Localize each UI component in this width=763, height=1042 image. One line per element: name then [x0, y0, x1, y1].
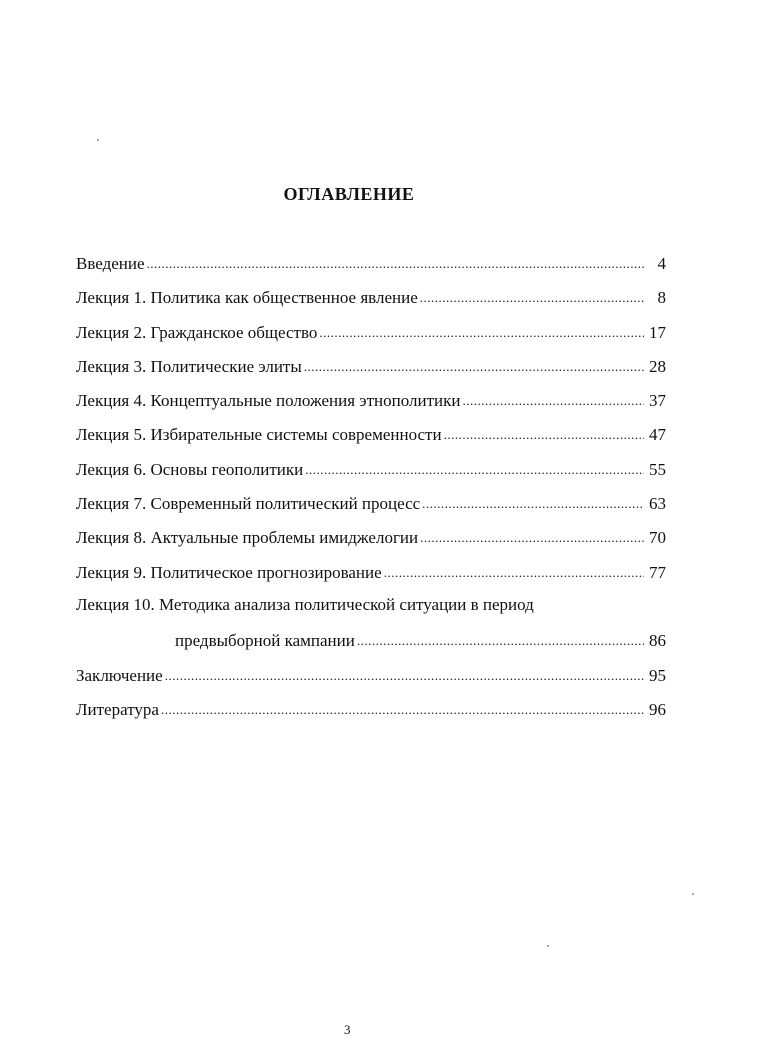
toc-entry-label: Лекция 10. Методика анализа политической ситуации в период: [76, 594, 534, 614]
toc-entry-lecture-8: [76, 526, 666, 560]
page-title: ОГЛАВЛЕНИЕ: [283, 184, 415, 204]
toc-entry-lecture-5: [76, 423, 666, 457]
toc-entry-label: Лекция 9. Политическое прогнозирование: [76, 562, 382, 582]
scan-speck: [97, 139, 99, 141]
dot-leader: [462, 389, 644, 406]
toc-entry-label: Лекция 2. Гражданское общество: [76, 322, 318, 342]
toc-entry-literature: [76, 698, 666, 732]
dot-leader: [161, 698, 644, 715]
toc-entry-page: 77: [649, 562, 666, 582]
toc-entry-label: Лекция 1. Политика как общественное явление: [76, 288, 418, 308]
toc-entry-page: 28: [649, 356, 666, 376]
dot-leader: [420, 286, 644, 303]
dot-leader: [319, 321, 644, 338]
toc-entry-label: Лекция 6. Основы геополитики: [76, 459, 304, 479]
toc-entry-page: 95: [649, 665, 666, 685]
toc-entry-page: 17: [649, 322, 666, 342]
toc-entry-page: 63: [649, 494, 666, 514]
dot-leader: [384, 561, 644, 578]
toc-entry-lecture-1: [76, 286, 666, 320]
toc-entry-label: Введение: [76, 254, 145, 273]
toc-entry-page: 70: [649, 528, 666, 548]
toc-entry-page: 8: [657, 288, 666, 308]
page-number: 3: [344, 1022, 351, 1037]
toc-entry-page: 4: [657, 254, 666, 273]
toc-entry-lecture-7: [76, 492, 666, 526]
scan-speck: [692, 893, 694, 895]
dot-leader: [422, 492, 644, 509]
toc-entry-page: 37: [649, 391, 666, 411]
toc-entry-page: 86: [649, 631, 666, 651]
toc-entry-label: Лекция 8. Актуальные проблемы имиджелогии: [76, 528, 419, 548]
toc-entry-lecture-2: [76, 321, 666, 355]
table-of-contents: [76, 252, 666, 732]
dot-leader: [444, 423, 644, 440]
dot-leader: [147, 252, 644, 269]
toc-entry-lecture-3: [76, 355, 666, 389]
toc-entry-label: Лекция 7. Современный политический процесс: [76, 494, 421, 514]
toc-entry-lecture-10-continued: [76, 629, 666, 663]
dot-leader: [304, 355, 644, 372]
toc-entry-page: 96: [649, 699, 666, 719]
dot-leader: [357, 629, 644, 646]
toc-entry-lecture-10: [76, 595, 666, 629]
toc-entry-label: Литература: [76, 699, 159, 719]
dot-leader: [420, 526, 644, 543]
toc-entry-lecture-9: [76, 561, 666, 595]
toc-entry-label: Лекция 4. Концептуальные положения этнополитики: [76, 391, 461, 411]
toc-entry-conclusion: [76, 664, 666, 698]
dot-leader: [165, 664, 644, 681]
toc-entry-introduction: [76, 252, 666, 286]
toc-entry-page: 55: [649, 459, 666, 479]
toc-entry-label: Лекция 5. Избирательные системы современности: [76, 425, 442, 445]
toc-entry-label-continued: предвыборной кампании: [175, 631, 355, 651]
toc-entry-label: Лекция 3. Политические элиты: [76, 356, 302, 376]
scan-speck: [547, 945, 549, 947]
toc-entry-lecture-4: [76, 389, 666, 423]
toc-entry-page: 47: [649, 425, 666, 445]
dot-leader: [305, 458, 644, 475]
toc-entry-label: Заключение: [76, 665, 163, 685]
toc-entry-lecture-6: [76, 458, 666, 492]
